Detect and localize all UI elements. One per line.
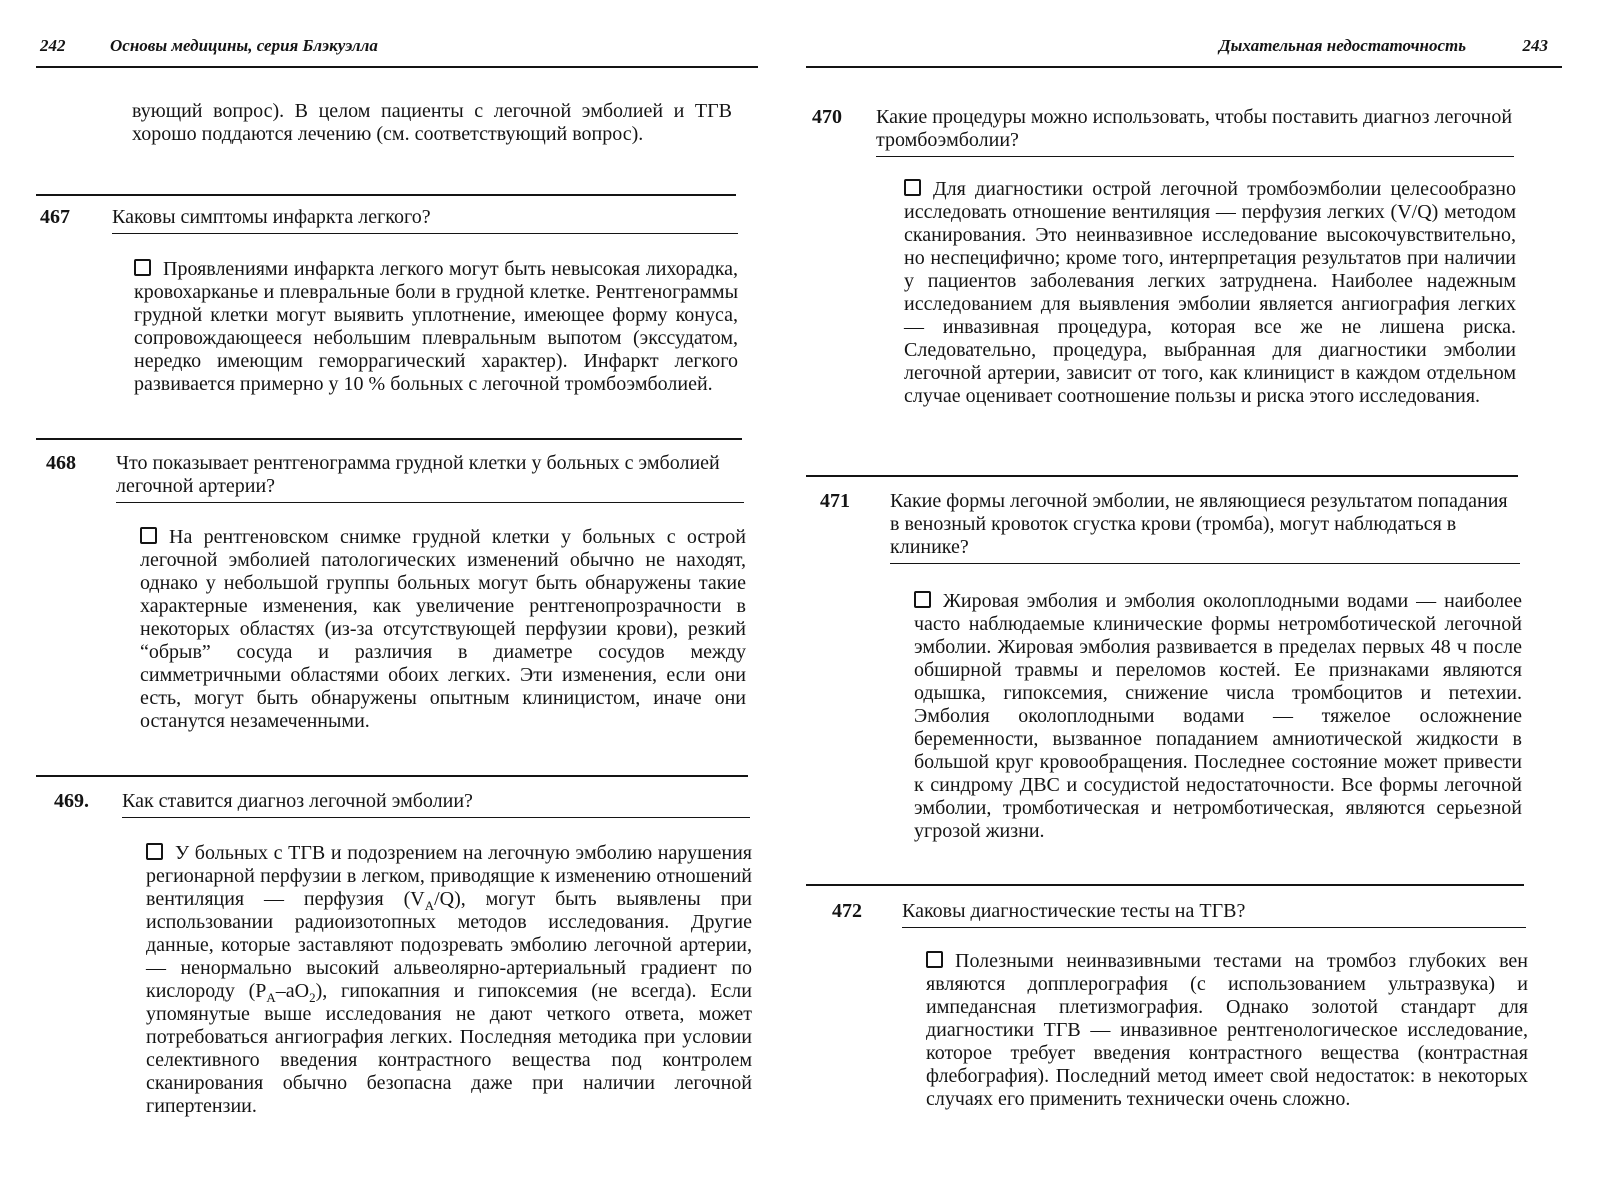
answer-467-text: Проявлениями инфаркта легкого могут быть невысокая лихорадка, кровохарканье и плевральные боли в грудной клетке. Рентгенограммы грудной клетки могут выявить уплотнение, имеющее форму конуса, сопровождающееся небольшим плевральным выпотом (экссудатом, нередко имеющим геморрагический характер). Инфаркт легкого развивается примерно у 10 % больных с легочной тромбоэмболией. [134,258,738,395]
answer-472-text: Полезными неинвазивными тестами на тромбоз глубоких вен являются допплерография (с использованием ультразвука) и импедансная плетизмография. Однако золотой стандарт для диагностики ТГВ — инвазивное рентгенологическое исследование, которое требует введения контрастного вещества (контрастная флебография). Последний метод имеет свой недостаток: в некоторых случаях его применить технически очень сложно. [926,950,1528,1110]
question-divider [36,438,742,440]
question-467: Каковы симптомы инфаркта легкого? [112,206,738,234]
right-running-head [806,26,1562,68]
question-number-470: 470 [812,106,842,128]
answer-470-text: Для диагностики острой легочной тромбоэмболии целесообразно исследовать отношение вентиляция — перфузия легких (V/Q) методом сканирования. Это неинвазивное исследование высокочувствительно, но неспецифично; кроме того, интерпретация результатов при наличии у пациентов заболевания легких затруднена. Наиболее надежным исследованием для выявления эмболии является ангиография легких — инвазивная процедура, которая все же не лишена риска. Следовательно, процедура, выбранная для диагностики эмболии легочной артерии, зависит от того, как клиницист в каждом отдельном случае оценивает соотношение пользы и риска этого исследования. [904,178,1516,407]
answer-469 [146,842,752,1118]
question-469: Как ставится диагноз легочной эмболии? [122,790,750,818]
question-number-471: 471 [820,490,850,512]
question-471: Какие формы легочной эмболии, не являющиеся результатом попадания в венозный кровоток сгустка крови (тромба), могут наблюдаться в клинике? [890,490,1520,564]
question-472: Каковы диагностические тесты на ТГВ? [902,900,1526,928]
checkbox-icon [914,591,931,608]
answer-470 [904,178,1516,408]
subscript-2: 2 [309,990,316,1005]
checkbox-icon [134,259,151,276]
checkbox-icon [146,843,163,860]
answer-471-text: Жировая эмболия и эмболия околоплодными водами — наиболее часто наблюдаемые клинические формы нетромботической легочной эмболии. Жировая эмболия развивается в пределах первых 48 ч после обширной травмы и переломов костей. Ее признаками являются одышка, гипоксемия, снижение числа тромбоцитов и петехии. Эмболия околоплодными водами — тяжелое осложнение беременности, вызванное попаданием амниотической жидкости в большой круг кровообращения. Последнее состояние может привести к синдрому ДВС и сосудистой недостаточности. Все формы легочной эмболии, тромботическая и нетромботическая, являются серьезной угрозой жизни. [914,590,1522,842]
question-470: Какие процедуры можно использовать, чтобы поставить диагноз легочной тромбоэмболии? [876,106,1514,157]
answer-469-text-3: –aO [275,980,310,1002]
left-running-head [36,26,758,68]
checkbox-icon [904,179,921,196]
continuation-text: вующий вопрос). В целом пациенты с легочной эмболией и ТГВ хорошо поддаются лечению (см. соответствующий вопрос). [132,100,732,145]
left-page [36,0,758,1192]
answer-468-text: На рентгеновском снимке грудной клетки у больных с острой легочной эмболией патологических изменений обычно не находят, однако у небольшой группы больных могут быть обнаружены такие характерные изменения, как увеличение рентгенопрозрачности в некоторых областях (из-за отсутствующей перфузии крови), резкий “обрыв” сосуда и различия в диаметре сосудов между симметричными областями обоих легких. Эти изменения, если они есть, могут быть обнаружены опытным клиницистом, иначе они останутся незамеченными. [140,526,746,732]
subscript-a: A [424,898,435,913]
question-number-469: 469. [54,790,89,812]
subscript-a: A [266,990,276,1005]
right-page [806,0,1562,1192]
right-running-title: Дыхательная недостаточность [1219,36,1466,55]
question-number-468: 468 [46,452,76,474]
question-divider [806,475,1518,477]
answer-469-text-2: /Q), могут быть выявлены при использовании радиоизотопных методов исследования. Другие данные, которые заставляют подозревать эмболию легочной артерии, — ненормально высокий альвеолярно-артериальный градиент по кислороду (P [146,888,752,1002]
question-divider [806,884,1524,886]
question-number-472: 472 [832,900,862,922]
question-divider [36,194,736,196]
question-divider [36,775,748,777]
answer-467 [134,258,738,396]
answer-469-text-4: ), гипокапния и гипоксемия (не всегда). Если упомянутые выше исследования не дают четкого ответа, может потребоваться ангиография легких. Последняя методика при условии селективного введения контрастного вещества под контролем сканирования обычно безопасна даже при наличии легочной гипертензии. [146,980,752,1117]
answer-471 [914,590,1522,843]
answer-469-text-1: У больных с ТГВ и подозрением на легочную эмболию нарушения регионарной перфузии в легком, приводящие к изменению отношений вентиляция — перфузия (V [146,842,752,910]
answer-472 [926,950,1528,1111]
answer-468 [140,526,746,733]
question-468: Что показывает рентгенограмма грудной клетки у больных с эмболией легочной артерии? [116,452,744,503]
question-number-467: 467 [40,206,70,228]
right-page-number: 243 [1522,36,1548,55]
left-running-title: Основы медицины, серия Блэкуэлла [110,36,378,55]
left-page-number: 242 [40,36,66,55]
checkbox-icon [140,527,157,544]
checkbox-icon [926,951,943,968]
